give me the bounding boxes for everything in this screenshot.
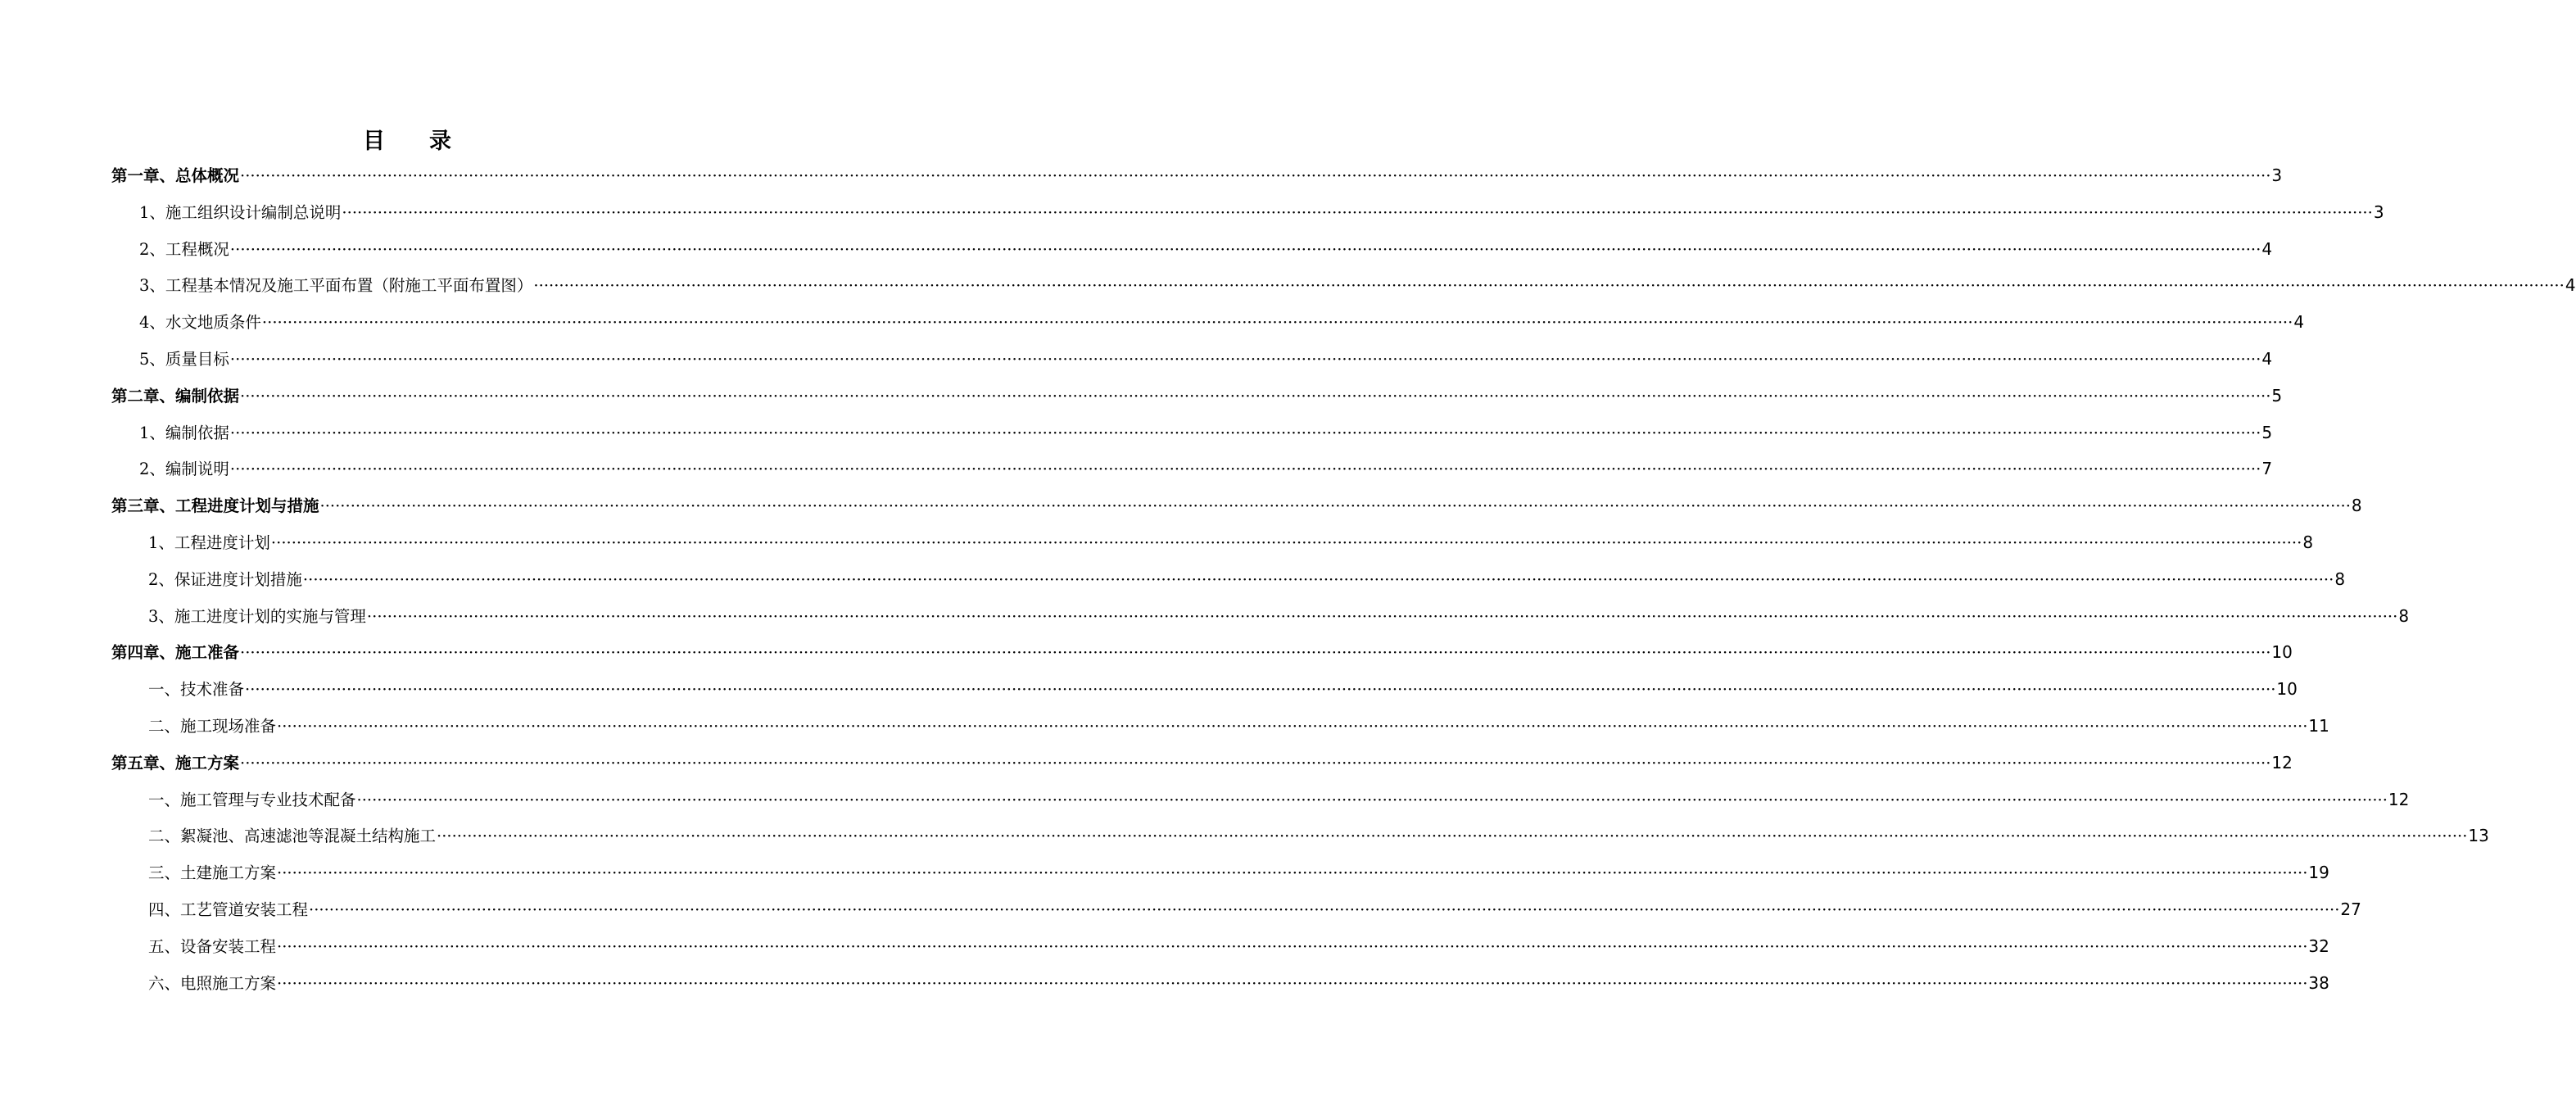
toc-page-number: 13 bbox=[2468, 826, 2489, 846]
toc-entry-label: 五、设备安装工程 bbox=[148, 936, 277, 956]
toc-entry-label: 1、施工组织设计编制总说明 bbox=[139, 202, 342, 222]
toc-section-entry[interactable] bbox=[139, 194, 2384, 231]
toc-section-entry[interactable] bbox=[148, 708, 2329, 745]
toc-entry-label: 3、施工进度计划的实施与管理 bbox=[148, 606, 366, 626]
toc-page-number: 7 bbox=[2261, 459, 2273, 479]
toc-leader-dots: ················································································································································································································································································································································································································ bbox=[437, 827, 2468, 846]
toc-leader-dots: ················································································································································································································································································································································································································ bbox=[240, 166, 2271, 185]
toc-page-number: 8 bbox=[2334, 569, 2346, 589]
toc-entry-label: 1、编制依据 bbox=[139, 423, 229, 442]
toc-page-number: 12 bbox=[2271, 752, 2293, 773]
toc-entry-label: 第一章、总体概况 bbox=[111, 166, 240, 185]
toc-section-entry[interactable] bbox=[148, 524, 2314, 561]
toc-leader-dots: ················································································································································································································································································································································································································ bbox=[319, 496, 2351, 516]
toc-entry-label: 5、质量目标 bbox=[139, 350, 229, 369]
toc-section-entry[interactable] bbox=[148, 598, 2410, 635]
toc-leader-dots: ················································································································································································································································································································································································································ bbox=[229, 423, 2261, 442]
toc-leader-dots: ················································································································································································································································································································································································································ bbox=[229, 350, 2261, 369]
toc-leader-dots: ················································································································································································································································································································································································································ bbox=[270, 533, 2302, 552]
toc-chapter-entry[interactable] bbox=[111, 378, 2283, 415]
toc-page-number: 5 bbox=[2271, 385, 2283, 406]
toc-title bbox=[0, 123, 816, 155]
toc-leader-dots: ················································································································································································································································································································································································································ bbox=[533, 276, 2565, 296]
toc-section-entry[interactable] bbox=[148, 671, 2298, 708]
toc-section-entry[interactable] bbox=[148, 818, 2489, 854]
toc-entry-label: 2、工程概况 bbox=[139, 239, 229, 259]
toc-leader-dots: ················································································································································································································································································································································································································ bbox=[240, 643, 2271, 663]
toc-page-number: 8 bbox=[2351, 496, 2362, 516]
toc-leader-dots: ················································································································································································································································································································································································································ bbox=[229, 460, 2261, 479]
toc-page-number: 12 bbox=[2388, 789, 2410, 809]
toc-leader-dots: ················································································································································································································································································································································································································ bbox=[366, 606, 2398, 626]
toc-leader-dots: ················································································································································································································································································································································································································ bbox=[240, 386, 2271, 406]
toc-leader-dots: ················································································································································································································································································································································································································ bbox=[356, 790, 2388, 809]
toc-page-number: 38 bbox=[2308, 972, 2329, 993]
toc-entry-label: 第四章、施工准备 bbox=[111, 643, 240, 663]
toc-leader-dots: ················································································································································································································································································································································································································ bbox=[277, 863, 2308, 883]
toc-leader-dots: ················································································································································································································································································································································································································ bbox=[240, 753, 2271, 773]
toc-page-number: 3 bbox=[2271, 165, 2283, 185]
toc-section-entry[interactable] bbox=[148, 854, 2329, 891]
toc-leader-dots: ················································································································································································································································································································································································································ bbox=[245, 680, 2276, 700]
toc-leader-dots: ················································································································································································································································································································································································································ bbox=[302, 569, 2334, 589]
toc-chapter-entry[interactable] bbox=[111, 634, 2293, 671]
toc-entry-label: 第二章、编制依据 bbox=[111, 386, 240, 406]
toc-page-number: 4 bbox=[2565, 275, 2576, 296]
toc-section-entry[interactable] bbox=[139, 341, 2273, 378]
toc-section-entry[interactable] bbox=[139, 267, 2576, 304]
toc-page-number: 5 bbox=[2261, 422, 2273, 442]
toc-entry-label: 六、电照施工方案 bbox=[148, 973, 277, 993]
toc-page-number: 32 bbox=[2308, 936, 2329, 956]
toc-page-number: 10 bbox=[2271, 642, 2293, 663]
toc-leader-dots: ················································································································································································································································································································································································································ bbox=[277, 936, 2308, 956]
toc-page-number: 11 bbox=[2308, 716, 2329, 736]
toc-title-part2: 录 bbox=[429, 129, 453, 154]
toc-section-entry[interactable] bbox=[148, 561, 2346, 598]
toc-section-entry[interactable] bbox=[148, 928, 2329, 965]
toc-section-entry[interactable] bbox=[139, 415, 2273, 451]
toc-section-entry[interactable] bbox=[148, 965, 2329, 1002]
toc-entry-label: 二、施工现场准备 bbox=[148, 717, 277, 736]
toc-entry-label: 4、水文地质条件 bbox=[139, 313, 261, 333]
toc-section-entry[interactable] bbox=[139, 231, 2273, 268]
toc-page-number: 8 bbox=[2398, 605, 2410, 626]
toc-entry-label: 一、技术准备 bbox=[148, 680, 245, 700]
toc-entry-label: 四、工艺管道安装工程 bbox=[148, 900, 309, 919]
toc-page-number: 3 bbox=[2373, 202, 2384, 222]
toc-entry-label: 第五章、施工方案 bbox=[111, 753, 240, 773]
toc-leader-dots: ················································································································································································································································································································································································································ bbox=[309, 900, 2340, 919]
toc-page-number: 8 bbox=[2302, 532, 2314, 552]
toc-leader-dots: ················································································································································································································································································································································································································ bbox=[261, 313, 2293, 333]
toc-leader-dots: ················································································································································································································································································································································································································ bbox=[277, 973, 2308, 993]
toc-section-entry[interactable] bbox=[148, 782, 2410, 818]
toc-chapter-entry[interactable] bbox=[111, 487, 2362, 524]
toc-leader-dots: ················································································································································································································································································································································································································ bbox=[277, 717, 2308, 736]
toc-page-number: 4 bbox=[2261, 238, 2273, 259]
toc-entry-label: 2、保证进度计划措施 bbox=[148, 569, 302, 589]
toc-leader-dots: ················································································································································································································································································································································································································ bbox=[342, 202, 2373, 222]
toc-entry-label: 二、絮凝池、高速滤池等混凝土结构施工 bbox=[148, 827, 437, 846]
toc-section-entry[interactable] bbox=[139, 304, 2305, 341]
toc-page-number: 4 bbox=[2293, 312, 2305, 333]
toc-leader-dots: ················································································································································································································································································································································································································ bbox=[229, 239, 2261, 259]
toc-entry-label: 三、土建施工方案 bbox=[148, 863, 277, 883]
toc-title-part1: 目 bbox=[363, 129, 387, 154]
toc-chapter-entry[interactable] bbox=[111, 157, 2283, 194]
toc-section-entry[interactable] bbox=[139, 451, 2273, 487]
toc-entry-label: 1、工程进度计划 bbox=[148, 533, 270, 552]
toc-section-entry[interactable] bbox=[148, 891, 2361, 928]
toc-entry-label: 第三章、工程进度计划与措施 bbox=[111, 496, 319, 516]
toc-page-number: 4 bbox=[2261, 349, 2273, 369]
toc-entry-label: 一、施工管理与专业技术配备 bbox=[148, 790, 356, 809]
toc-page-number: 27 bbox=[2340, 899, 2361, 919]
toc-page-number: 19 bbox=[2308, 863, 2329, 883]
toc-entry-label: 2、编制说明 bbox=[139, 460, 229, 479]
toc-page-number: 10 bbox=[2276, 679, 2298, 700]
toc-chapter-entry[interactable] bbox=[111, 745, 2293, 782]
toc-entry-label: 3、工程基本情况及施工平面布置（附施工平面布置图） bbox=[139, 276, 533, 296]
